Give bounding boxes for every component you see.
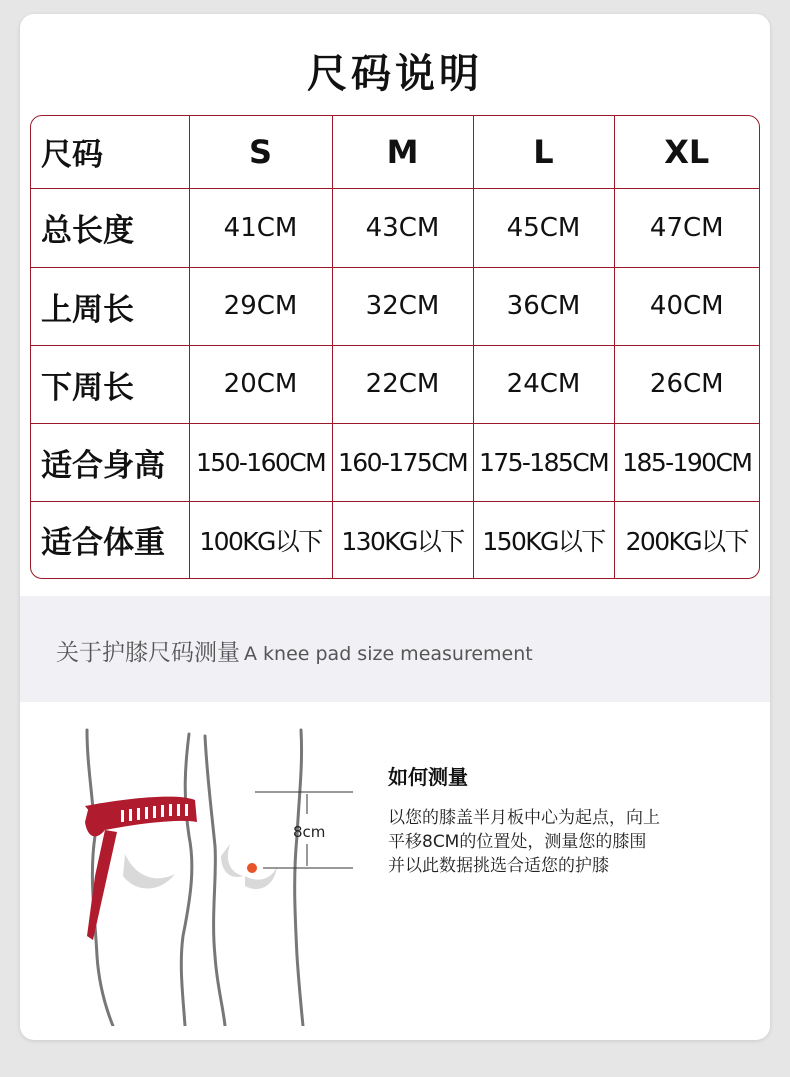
instruction-line: 平移8CM的位置处，测量您的膝围 [388,832,647,852]
size-header-label: 尺码 [31,116,189,188]
table-row [31,501,759,578]
measurement-section-banner [20,596,770,702]
banner-title-cn: 关于护膝尺码测量 [56,640,240,666]
table-cell: 130KG以下 [332,501,473,578]
table-cell: 29CM [189,267,332,345]
table-row [31,188,759,267]
instruction-line: 并以此数据挑选合适您的护膝 [388,856,609,876]
instruction-line: 以您的膝盖半月板中心为起点，向上 [388,808,660,828]
banner-text [56,634,533,667]
row-label: 下周长 [31,345,189,423]
page-title: 尺码说明 [307,51,483,97]
table-cell: 185-190CM [614,423,759,501]
table-cell: 150KG以下 [473,501,614,578]
table-cell: 160-175CM [332,423,473,501]
table-cell: 47CM [614,188,759,267]
row-label: 上周长 [31,267,189,345]
row-label: 适合身高 [31,423,189,501]
table-header-row [31,116,759,188]
measure-label: 8cm [293,823,326,841]
table-cell: 24CM [473,345,614,423]
size-m-header: M [332,116,473,188]
table-cell: 41CM [189,188,332,267]
table-cell: 45CM [473,188,614,267]
size-table [30,115,760,579]
table-cell: 175-185CM [473,423,614,501]
size-guide-card [20,14,770,1040]
table-cell: 36CM [473,267,614,345]
how-to-measure-text [388,806,718,878]
row-label: 适合体重 [31,501,189,578]
table-cell: 40CM [614,267,759,345]
size-xl-header: XL [614,116,759,188]
table-cell: 22CM [332,345,473,423]
legs-drawing [65,726,355,1026]
knee-measurement-illustration [65,726,355,1026]
table-cell: 26CM [614,345,759,423]
banner-title-en: A knee pad size measurement [244,643,533,665]
size-s-header: S [189,116,332,188]
table-cell: 200KG以下 [625,526,748,556]
table-row [31,423,759,501]
table-row [31,267,759,345]
row-label: 总长度 [31,188,189,267]
size-l-header: L [473,116,614,188]
how-to-measure-title: 如何测量 [388,765,468,789]
table-cell: 100KG以下 [189,501,332,578]
table-cell: 150-160CM [189,423,332,501]
table-cell: 43CM [332,188,473,267]
table-row [31,345,759,423]
table-cell: 20CM [189,345,332,423]
table-cell: 32CM [332,267,473,345]
